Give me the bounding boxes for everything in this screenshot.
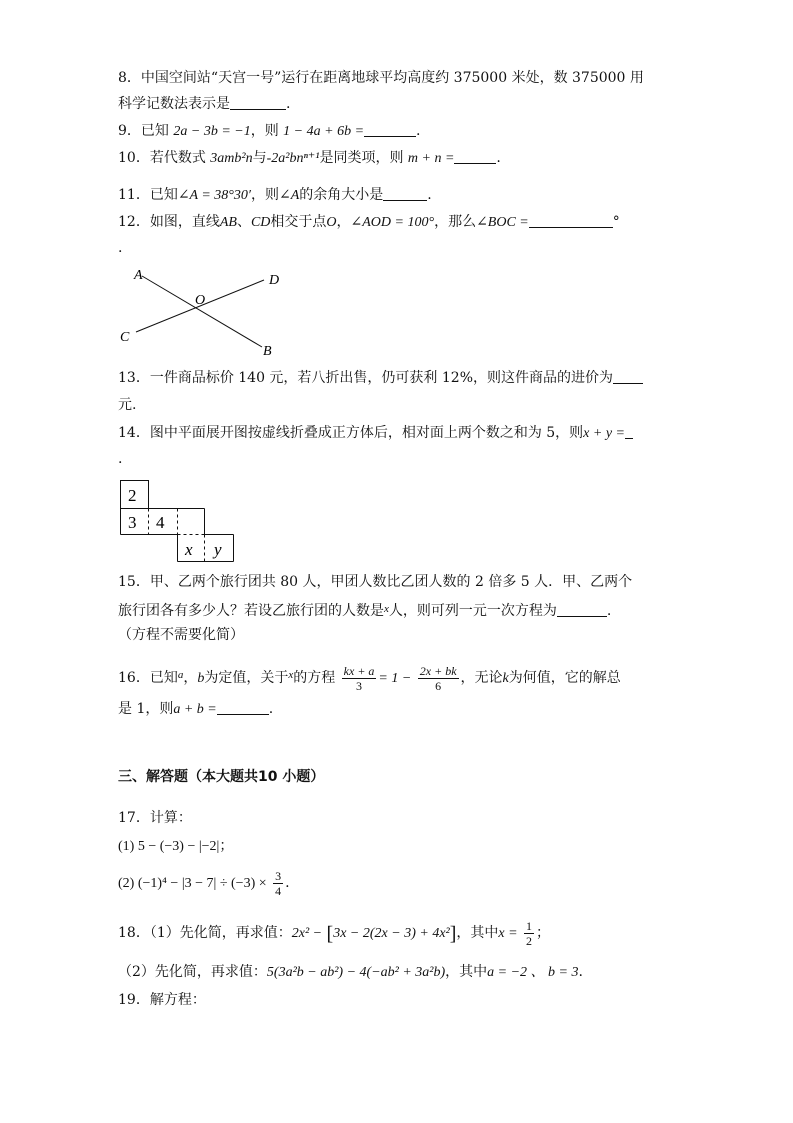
net-value-x: x [185,540,193,559]
q18-part1-prefix: 18．（1）先化简，再求值： [118,925,292,941]
q11-mid: ，则 [250,187,279,203]
q15-line2b: 人，则可列一元一次方程为 [388,603,557,619]
q18-part1 [118,918,550,949]
q18-part2-expression: 5(3a²b − ab²) − 4(−ab² + 3a²b) [266,965,446,980]
q12-sep: 、 [236,214,251,230]
q16-mid1: 为定值，关于 [204,670,289,686]
q16-mid3: ，无论 [460,670,503,686]
q14-trailing-dot: . [118,451,123,467]
q14-text: 14．图中平面展开图按虚线折叠成正方体后，相对面上两个数之和为 5，则 [118,425,584,441]
q9: 9．已知 2a − 3b = −1，则 1 − 4a + 6b = . [118,123,421,139]
q15-answer-blank[interactable] [557,602,607,617]
q16-frac2-den: 6 [435,678,442,693]
q11-answer-blank[interactable] [383,186,427,201]
q17-part2-end: . [285,875,290,891]
q11-prefix: 11．已知 [118,187,178,203]
q8-line2-text: 科学记数法表示是 [118,96,230,112]
q13-answer-blank[interactable] [613,369,643,384]
q18-part1-end: ； [536,925,551,941]
section-heading: 三、解答题（本大题共10 小题） [118,769,325,785]
q8-answer-blank[interactable] [230,95,286,110]
q14-cube-net [118,478,238,564]
q17-part1-expression: (1) 5 − (−3) − |−2| [118,839,220,854]
q15-line1: 15．甲、乙两个旅行团共 80 人，甲团人数比乙团人数的 2 倍多 5 人．甲、乙两个 [118,574,633,590]
q16-expression: a + b = [173,702,217,717]
q16-mid4: 为何值，它的解总 [508,670,621,686]
q11-suffix: 的余角大小是 [299,187,384,203]
q16-line2: 是 1，则a + b = . [118,701,274,717]
q9-mid: ，则 [250,123,279,139]
q15-line2: 旅行团各有多少人？若设乙旅行团的人数是$^x$人，则可列一元一次方程为 . [118,603,612,619]
q16-frac1-den: 3 [356,678,363,693]
net-value-y: y [214,540,222,559]
label-b: B [263,344,272,359]
net-value-2: 2 [128,486,137,505]
q18-part2-end: . [578,964,583,980]
q10-mid2: 是同类项，则 [319,150,404,166]
q16-frac2-num: 2x + bk [419,663,457,678]
q17-part1 [118,836,233,857]
q16-equals: = 1 − [378,671,412,686]
q10-answer-blank[interactable] [454,149,496,164]
q16-answer-blank[interactable] [217,700,269,715]
q17-frac-den: 4 [275,883,282,898]
q10-prefix: 10．若代数式 [118,150,206,166]
q15-line3: （方程不需要化简） [118,627,244,643]
q16-prefix: 16．已知 [118,670,178,686]
q18-part1-expr-b: 3x − 2(2x − 3) + 4x² [333,926,450,941]
q12-mid2: ，那么 [434,214,477,230]
q14 [118,423,633,444]
q12-mid: 相交于点 [270,214,327,230]
q16-line2a: 是 1，则 [118,701,174,717]
q16-var-x: x [288,669,294,681]
q9-answer-blank[interactable] [364,122,416,137]
net-value-4: 4 [156,513,165,532]
q12-degree: ° [612,214,620,230]
q17-frac-num: 3 [275,868,282,883]
q18-part1-mid: ，其中 [456,925,499,941]
q16-sep: ， [183,670,198,686]
q8-line1: 8．中国空间站“天宫一号”运行在距离地球平均高度约 375000 米处，数 375000 用 [118,70,644,86]
q16-frac1-num: kx + a [343,663,375,678]
q18-bracket-open: [ [326,923,334,945]
q14-expression: x + y = [583,426,625,441]
q18-part2-prefix: （2）先化简，再求值： [118,964,267,980]
q17-part2 [118,868,290,899]
q17-title: 17．计算： [118,810,192,826]
q16-mid2: 的方程 [293,670,336,686]
q16-fraction-left [342,664,377,693]
q12-trailing-dot: . [118,240,123,256]
q8-line2: 科学记数法表示是 . [118,96,291,112]
q18-frac-den: 2 [526,933,533,948]
q10-mid1: 与 [252,150,267,166]
q18-part2-mid: ，其中 [445,964,488,980]
q12-answer-blank[interactable] [529,213,613,228]
q10-term1: 3amb²n [210,151,253,166]
q18-bracket-close: ] [449,923,457,945]
q16-var-a: a [177,669,184,681]
label-a: A [134,268,143,283]
q15-line2a: 旅行团各有多少人？若设乙旅行团的人数是 [118,603,384,619]
q12-figure [112,262,312,362]
q16-var-b: b [197,671,205,686]
net-value-3: 3 [128,513,137,532]
q10-expression: m + n = [407,151,455,166]
q12-ask: ∠BOC = [476,215,529,230]
q10: 10．若代数式 3amb²n与-2a²bnⁿ⁺¹是同类项，则 m + n = . [118,150,501,166]
q17-part1-end: ； [219,838,234,854]
q11-condition: ∠A = 38°30′ [177,188,251,203]
q10-term2: -2a²bnⁿ⁺¹ [266,151,320,166]
q18-part1-x: x = [498,926,518,941]
q9-expression: 1 − 4a + 6b = [283,124,365,139]
q12-line-ab: AB [219,215,237,230]
q18-frac-num: 1 [526,918,533,933]
q19-title: 19．解方程： [118,992,206,1008]
q11-angle: ∠A [278,188,300,203]
q18-part1-expr-a: 2x² − [291,926,323,941]
q12-prefix: 12．如图，直线 [118,214,220,230]
q9-prefix: 9．已知 [118,123,169,139]
q13-text: 13．一件商品标价 140 元，若八折出售，仍可获利 12%，则这件商品的进价为 [118,370,614,386]
q12-comma: ， [336,214,351,230]
q12-line-cd: CD [250,215,271,230]
q15-variable: x [384,603,389,615]
q14-answer-blank[interactable] [625,424,633,439]
label-d: D [269,273,280,288]
q12 [118,212,620,233]
q17-part2-expression: (2) (−1)⁴ − |3 − 7| ÷ (−3) × [118,876,267,891]
q13-line2: 元. [118,397,137,413]
q11: 11．已知∠A = 38°30′，则∠A的余角大小是 . [118,187,432,203]
q18-part2 [118,962,583,983]
label-c: C [120,330,130,345]
q16-fraction-right [418,664,459,693]
label-o: O [195,293,206,308]
q12-condition: ∠AOD = 100° [350,215,435,230]
q13-line1 [118,368,643,388]
q18-part2-values: a = −2 、 b = 3 [487,965,579,980]
q16-var-k: k [502,671,509,686]
q12-point-o: O [326,215,337,230]
q18-fraction [524,919,534,948]
q16-line1 [118,660,621,694]
q9-condition: 2a − 3b = −1 [173,124,251,139]
line-ab [142,276,262,347]
q17-fraction [273,869,283,898]
